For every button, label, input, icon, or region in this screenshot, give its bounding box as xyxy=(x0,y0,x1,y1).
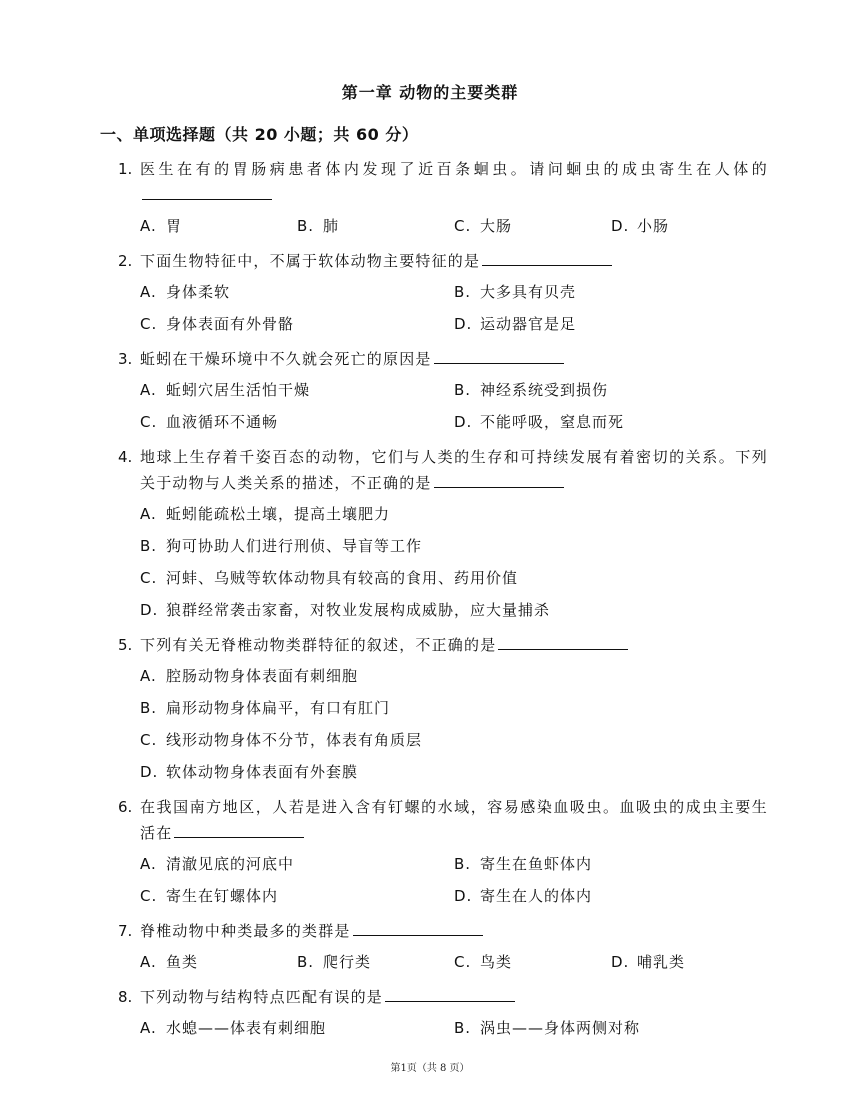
question-5 xyxy=(118,632,768,788)
option-d[interactable]: D. 小肠 xyxy=(611,217,670,235)
option-b[interactable]: B. 涡虫——身体两侧对称 xyxy=(454,1019,641,1037)
question-number: 1. xyxy=(118,160,133,178)
question-text: 蚯蚓在干燥环境中不久就会死亡的原因是 xyxy=(140,350,432,368)
answer-blank[interactable] xyxy=(174,821,304,838)
option-a[interactable]: A. 蚯蚓能疏松土壤，提高土壤肥力 xyxy=(140,505,391,523)
option-c[interactable]: C. 河蚌、乌贼等软体动物具有较高的食用、药用价值 xyxy=(140,569,519,587)
answer-blank[interactable] xyxy=(434,347,564,364)
option-c[interactable]: C. 身体表面有外骨骼 xyxy=(140,315,295,333)
question-number: 6. xyxy=(118,798,133,816)
question-8 xyxy=(118,984,768,1044)
option-d[interactable]: D. 软体动物身体表面有外套膜 xyxy=(140,763,359,781)
answer-blank[interactable] xyxy=(385,985,515,1002)
question-text: 下列有关无脊椎动物类群特征的叙述，不正确的是 xyxy=(140,636,497,654)
option-b[interactable]: B. 寄生在鱼虾体内 xyxy=(454,855,593,873)
question-number: 8. xyxy=(118,988,133,1006)
option-b[interactable]: B. 爬行类 xyxy=(297,953,372,971)
option-a[interactable]: A. 清澈见底的河底中 xyxy=(140,855,295,873)
option-b[interactable]: B. 神经系统受到损伤 xyxy=(454,381,609,399)
option-b[interactable]: B. 狗可协助人们进行刑侦、导盲等工作 xyxy=(140,537,423,555)
option-d[interactable]: D. 狼群经常袭击家畜，对牧业发展构成威胁，应大量捕杀 xyxy=(140,601,551,619)
answer-blank[interactable] xyxy=(353,919,483,936)
question-number: 2. xyxy=(118,252,133,270)
option-a[interactable]: A. 腔肠动物身体表面有刺细胞 xyxy=(140,667,359,685)
option-c[interactable]: C. 线形动物身体不分节，体表有角质层 xyxy=(140,731,423,749)
question-list xyxy=(118,156,768,1044)
section-heading: 一、单项选择题（共 20 小题；共 60 分） xyxy=(100,125,419,144)
question-text: 脊椎动物中种类最多的类群是 xyxy=(140,922,351,940)
option-b[interactable]: B. 大多具有贝壳 xyxy=(454,283,577,301)
answer-blank[interactable] xyxy=(482,249,612,266)
option-c[interactable]: C. 血液循环不通畅 xyxy=(140,413,279,431)
question-number: 4. xyxy=(118,448,133,466)
option-a[interactable]: A. 蚯蚓穴居生活怕干燥 xyxy=(140,381,311,399)
option-a[interactable]: A. 胃 xyxy=(140,217,183,235)
question-3 xyxy=(118,346,768,438)
page-footer: 第1页（共 8 页） xyxy=(390,1063,470,1074)
option-c[interactable]: C. 大肠 xyxy=(454,217,513,235)
option-a[interactable]: A. 身体柔软 xyxy=(140,283,231,301)
question-text: 地球上生存着千姿百态的动物，它们与人类的生存和可持续发展有着密切的关系。下列关于动物与人类关系的描述，不正确的是 xyxy=(140,448,768,492)
answer-blank[interactable] xyxy=(142,183,272,200)
question-1 xyxy=(118,156,768,242)
question-2 xyxy=(118,248,768,340)
question-text: 在我国南方地区，人若是进入含有钉螺的水域，容易感染血吸虫。血吸虫的成虫主要生活在 xyxy=(140,798,768,842)
question-number: 3. xyxy=(118,350,133,368)
question-7 xyxy=(118,918,768,978)
option-d[interactable]: D. 不能呼吸，窒息而死 xyxy=(454,413,625,431)
option-c[interactable]: C. 鸟类 xyxy=(454,953,513,971)
question-text: 下面生物特征中，不属于软体动物主要特征的是 xyxy=(140,252,481,270)
option-b[interactable]: B. 扁形动物身体扁平，有口有肛门 xyxy=(140,699,391,717)
option-d[interactable]: D. 运动器官是足 xyxy=(454,315,577,333)
option-a[interactable]: A. 水螅——体表有刺细胞 xyxy=(140,1019,327,1037)
option-c[interactable]: C. 寄生在钉螺体内 xyxy=(140,887,279,905)
option-d[interactable]: D. 哺乳类 xyxy=(611,953,686,971)
document-title: 第一章 动物的主要类群 xyxy=(341,83,519,102)
question-number: 5. xyxy=(118,636,133,654)
option-d[interactable]: D. 寄生在人的体内 xyxy=(454,887,593,905)
answer-blank[interactable] xyxy=(434,471,564,488)
question-4 xyxy=(118,444,768,626)
option-a[interactable]: A. 鱼类 xyxy=(140,953,199,971)
option-b[interactable]: B. 肺 xyxy=(297,217,340,235)
answer-blank[interactable] xyxy=(498,633,628,650)
question-number: 7. xyxy=(118,922,133,940)
question-text: 医生在有的胃肠病患者体内发现了近百条蛔虫。请问蛔虫的成虫寄生在人体的 xyxy=(140,160,768,178)
question-text: 下列动物与结构特点匹配有误的是 xyxy=(140,988,384,1006)
question-6 xyxy=(118,794,768,912)
